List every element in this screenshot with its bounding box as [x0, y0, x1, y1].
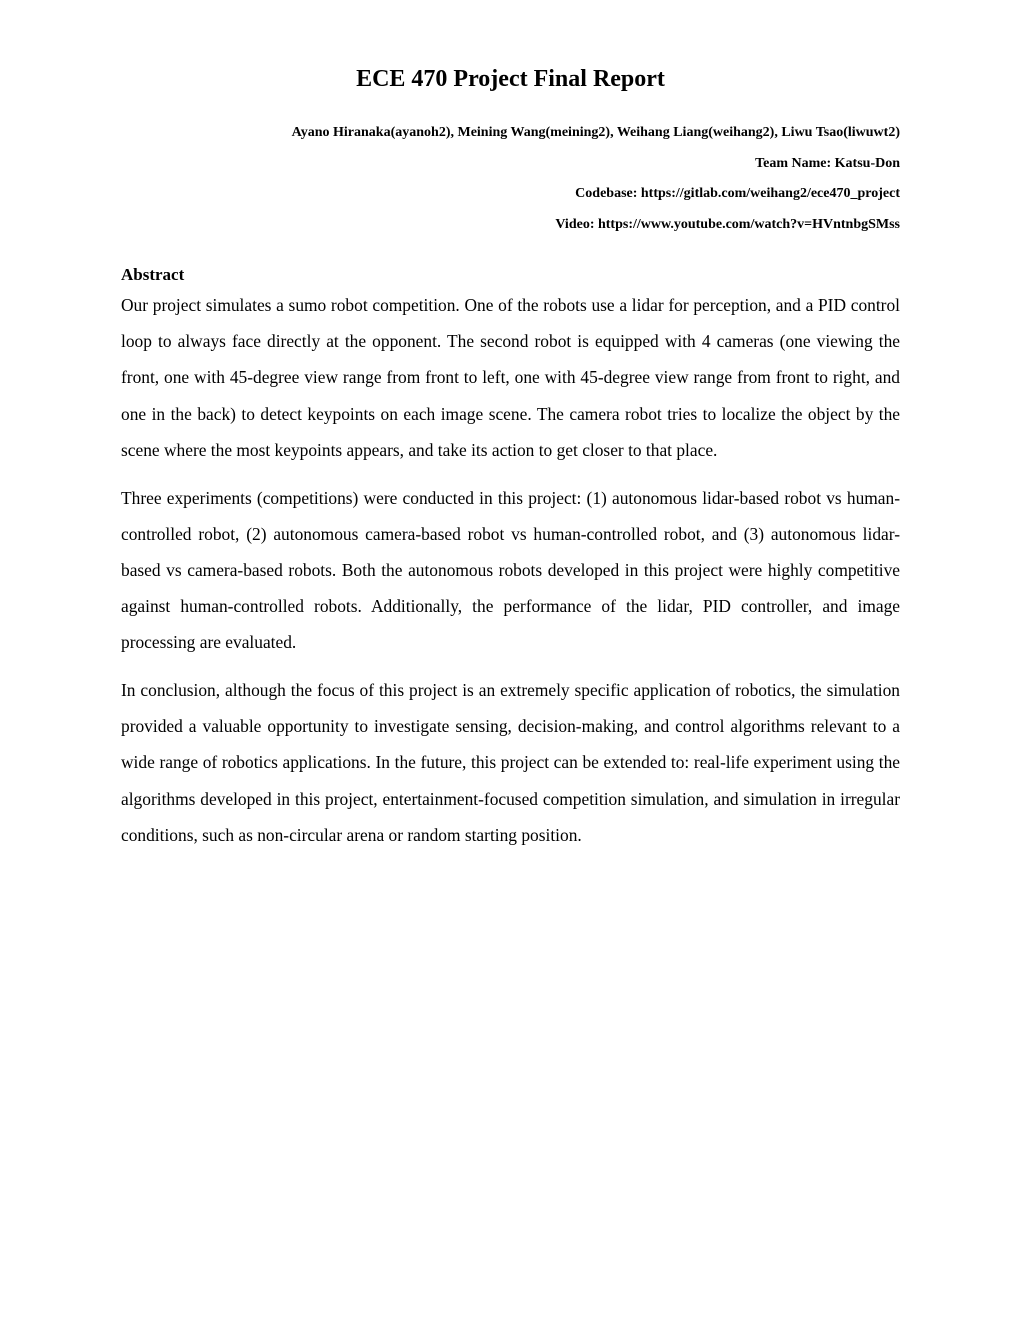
- author-list: Ayano Hiranaka(ayanoh2), Meining Wang(meining2), Weihang Liang(weihang2), Liwu Tsao(liwuwt2): [291, 125, 900, 140]
- abstract-heading: Abstract: [121, 265, 185, 284]
- abstract-paragraph-3: In conclusion, although the focus of this project is an extremely specific application of robotics, the simulation provided a valuable opportunity to investigate sensing, decision-making, and control algorithms relevant to a wide range of robotics applications. In the future, this project can be extended to: real-life experiment using the algorithms developed in this project, entertainment-focused competition simulation, and simulation in irregular conditions, such as non-circular arena or random starting position.: [121, 680, 900, 845]
- team-name: Team Name: Katsu-Don: [755, 155, 900, 171]
- video-link[interactable]: Video: https://www.youtube.com/watch?v=HVntnbgSMss: [555, 216, 900, 232]
- report-title: ECE 470 Project Final Report: [356, 66, 665, 92]
- abstract-paragraph-2: Three experiments (competitions) were conducted in this project: (1) autonomous lidar-based robot vs human-controlled robot, (2) autonomous camera-based robot vs human-controlled robot, and (3) autonomous lidar-based vs camera-based robots. Both the autonomous robots developed in this project were highly competitive against human-controlled robots. Additionally, the performance of the lidar, PID controller, and image processing are evaluated.: [121, 487, 900, 653]
- abstract-paragraph-1: Our project simulates a sumo robot competition. One of the robots use a lidar for perception, and a PID control loop to always face directly at the opponent. The second robot is equipped with 4 cameras (one viewing the front, one with 45-degree view range from front to left, one with 45-degree view range from front to right, and one in the back) to detect keypoints on each image scene. The camera robot tries to localize the object by the scene where the most keypoints appears, and take its action to get closer to that place.: [121, 295, 900, 460]
- codebase-link[interactable]: Codebase: https://gitlab.com/weihang2/ece470_project: [575, 186, 900, 201]
- report-meta: [121, 118, 900, 240]
- document-page: [121, 0, 900, 853]
